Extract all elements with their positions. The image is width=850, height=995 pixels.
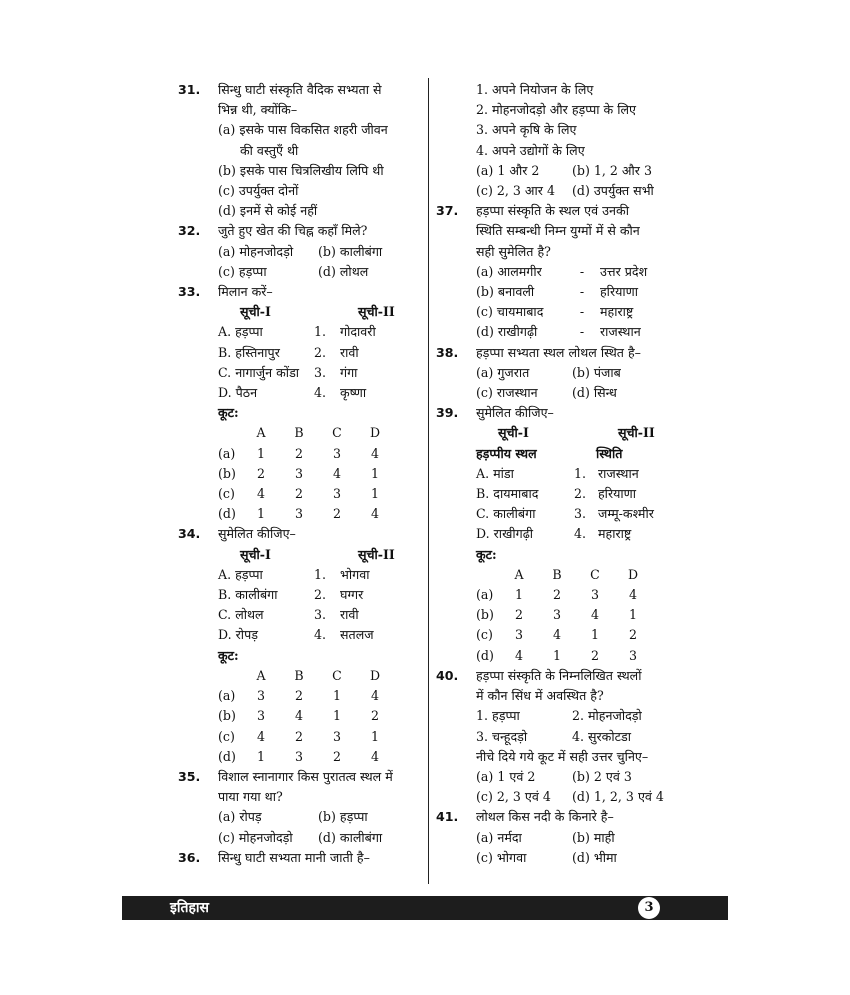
code-value: 1 [332, 688, 341, 704]
code-value: 4 [590, 607, 599, 623]
code-row [218, 504, 422, 524]
match-right: राजस्थान [598, 465, 639, 481]
statement: 1. हड़प्पा [476, 708, 520, 724]
code-option: (a) [476, 587, 494, 603]
match-num: 1. [574, 465, 587, 481]
code-col: C [332, 667, 342, 683]
code-row [218, 444, 422, 464]
code-value: 3 [628, 647, 637, 663]
option-row [476, 383, 696, 403]
question-text: सही सुमेलित है? [476, 243, 551, 259]
option: (a) आलमगीर [476, 263, 542, 279]
option: (a) नर्मदा [476, 829, 522, 845]
question-number: 33. [178, 284, 201, 300]
statement-row [476, 706, 696, 726]
code-row [218, 706, 422, 726]
option-value: महाराष्ट्र [600, 304, 634, 320]
option: (d) राखीगढ़ी [476, 324, 538, 340]
option: (b) बनावली [476, 284, 535, 300]
match-num: 1. [314, 566, 327, 582]
option: (b) कालीबंगा [318, 243, 383, 259]
code-col: C [332, 425, 342, 441]
list-1-header: सूची-I [240, 546, 271, 562]
code-value: 3 [514, 627, 523, 643]
code-value: 3 [552, 607, 561, 623]
instruction: नीचे दिये गये कूट में सही उत्तर चुनिए– [476, 748, 649, 764]
list-subheader [476, 444, 696, 464]
option: (c) मोहनजोदड़ो [218, 829, 293, 845]
option: (d) भीमा [572, 849, 617, 865]
question-text: सुमेलित कीजिए– [218, 526, 296, 542]
option: (c) 2, 3 आर 4 [476, 183, 555, 199]
code-value: 1 [590, 627, 599, 643]
question-text: सुमेलित कीजिए– [476, 405, 554, 421]
match-right: गोदावरी [340, 324, 376, 340]
option-row [476, 787, 696, 807]
match-num: 1. [314, 324, 327, 340]
option-row [476, 767, 696, 787]
code-option: (d) [218, 506, 236, 522]
match-num: 3. [314, 607, 327, 623]
dash: - [579, 263, 585, 279]
question-text: जुते हुए खेत की चिह्न कहाँ मिले? [218, 223, 368, 239]
option: (b) माही [572, 829, 615, 845]
match-num: 4. [314, 385, 327, 401]
match-right: हरियाणा [598, 486, 637, 502]
code-value: 2 [294, 688, 303, 704]
question-number: 36. [178, 849, 201, 865]
statement: 3. अपने कृषि के लिए [476, 122, 577, 138]
option: (c) राजस्थान [476, 385, 538, 401]
code-row [476, 625, 696, 645]
option-row [476, 848, 696, 868]
option-row [476, 828, 696, 848]
pair-row [476, 302, 696, 322]
question-text: स्थिति सम्बन्धी निम्न युग्मों में से कौन [476, 223, 640, 239]
question-40 [436, 666, 696, 807]
question-number: 39. [436, 405, 459, 421]
option-row [218, 807, 422, 827]
code-option: (a) [218, 445, 236, 461]
code-value: 4 [370, 688, 379, 704]
code-value: 4 [552, 627, 561, 643]
option: (b) 2 एवं 3 [572, 768, 632, 784]
match-num: 4. [314, 627, 327, 643]
option: (d) कालीबंगा [318, 829, 383, 845]
code-option: (d) [218, 748, 236, 764]
code-value: 3 [294, 506, 303, 522]
code-col: B [552, 566, 562, 582]
footer-title: इतिहास [170, 900, 210, 916]
question-number: 34. [178, 526, 201, 542]
list-header [218, 545, 422, 565]
list-header [476, 423, 696, 443]
option: (b) 1, 2 और 3 [572, 162, 652, 178]
match-row [476, 504, 696, 524]
code-row [218, 484, 422, 504]
code-row [218, 747, 422, 767]
code-option: (a) [218, 688, 236, 704]
code-option: (c) [476, 627, 493, 643]
match-left: B. दायमाबाद [476, 486, 539, 502]
code-value: 1 [370, 465, 379, 481]
code-heading: कूट: [218, 647, 239, 663]
list-1-subheader: हड़प्पीय स्थल [476, 445, 537, 461]
match-right: घग्गर [340, 587, 364, 603]
left-column [178, 80, 422, 868]
code-option: (b) [218, 708, 236, 724]
question-number: 40. [436, 667, 459, 683]
question-number: 41. [436, 809, 459, 825]
code-header-row [476, 565, 696, 585]
code-value: 2 [332, 748, 341, 764]
statement-row [476, 727, 696, 747]
code-row [476, 646, 696, 666]
code-value: 3 [332, 445, 341, 461]
code-value: 2 [256, 465, 265, 481]
code-value: 1 [370, 728, 379, 744]
list-2-header: सूची-II [618, 425, 655, 441]
page-number: 3 [638, 897, 660, 919]
match-right: गंगा [340, 364, 358, 380]
option-value: उत्तर प्रदेश [600, 263, 648, 279]
option-value: राजस्थान [600, 324, 641, 340]
option: (d) 1, 2, 3 एवं 4 [572, 789, 664, 805]
match-left: C. नागार्जुन कोंडा [218, 364, 300, 380]
code-value: 3 [332, 728, 341, 744]
pair-row [476, 262, 696, 282]
match-num: 3. [314, 364, 327, 380]
option-row [218, 242, 422, 262]
question-text: पाया गया था? [218, 789, 283, 805]
option-row [476, 363, 696, 383]
option-row [218, 828, 422, 848]
dash: - [579, 324, 585, 340]
match-num: 2. [574, 486, 587, 502]
code-header-row [218, 666, 422, 686]
question-number: 37. [436, 203, 459, 219]
code-value: 2 [294, 445, 303, 461]
option: (a) रोपड़ [218, 809, 262, 825]
code-value: 2 [514, 607, 523, 623]
option-row [476, 161, 696, 181]
option-row [218, 262, 422, 282]
option: (a) इसके पास विकसित शहरी जीवन [218, 122, 388, 138]
match-left: D. पैठन [218, 385, 258, 401]
code-value: 2 [332, 506, 341, 522]
option: (c) 2, 3 एवं 4 [476, 789, 551, 805]
code-value: 1 [552, 647, 561, 663]
code-value: 1 [514, 587, 523, 603]
code-row [218, 686, 422, 706]
option-row [476, 181, 696, 201]
option: की वस्तुएँ थी [240, 142, 299, 158]
match-num: 3. [574, 506, 587, 522]
question-35 [178, 767, 422, 848]
code-option: (d) [476, 647, 494, 663]
code-value: 4 [370, 748, 379, 764]
code-option: (c) [218, 486, 235, 502]
match-row [218, 625, 422, 645]
code-value: 3 [256, 688, 265, 704]
question-text: विशाल स्नानागार किस पुरातत्व स्थल में [218, 768, 393, 784]
question-text: मिलान करें– [218, 284, 273, 300]
list-2-subheader: स्थिति [596, 445, 623, 461]
code-col: C [590, 566, 600, 582]
match-row [476, 484, 696, 504]
code-value: 2 [294, 728, 303, 744]
question-number: 32. [178, 223, 201, 239]
statement: 2. मोहनजोदड़ो और हड़प्पा के लिए [476, 102, 636, 118]
code-value: 3 [294, 748, 303, 764]
code-header-row [218, 423, 422, 443]
code-col: D [627, 566, 639, 582]
question-number: 38. [436, 344, 459, 360]
option: (d) उपर्युक्त सभी [572, 183, 654, 199]
code-value: 3 [332, 486, 341, 502]
match-right: रावी [340, 607, 359, 623]
option: (a) गुजरात [476, 364, 530, 380]
match-left: D. राखीगढ़ी [476, 526, 534, 542]
option-value: हरियाणा [600, 284, 639, 300]
option: (b) हड़प्पा [318, 809, 368, 825]
code-value: 4 [256, 486, 265, 502]
code-value: 3 [294, 465, 303, 481]
option: (a) 1 और 2 [476, 162, 540, 178]
question-text: में कौन सिंध में अवस्थित है? [476, 688, 604, 704]
code-value: 2 [590, 647, 599, 663]
code-value: 1 [332, 708, 341, 724]
question-33 [178, 282, 422, 524]
option: (a) मोहनजोदड़ो [218, 243, 294, 259]
match-left: B. हस्तिनापुर [218, 344, 280, 360]
list-1-header: सूची-I [498, 425, 529, 441]
question-number: 35. [178, 768, 201, 784]
option: (b) इसके पास चित्रलिखीय लिपि थी [218, 162, 384, 178]
option: (d) सिन्ध [572, 385, 617, 401]
code-row [218, 464, 422, 484]
code-value: 4 [332, 465, 341, 481]
list-2-header: सूची-II [358, 304, 395, 320]
code-value: 2 [370, 708, 379, 724]
code-option: (b) [476, 607, 494, 623]
code-value: 1 [256, 748, 265, 764]
question-text: हड़प्पा संस्कृति के स्थल एवं उनकी [476, 203, 629, 219]
question-36 [178, 848, 422, 868]
code-value: 1 [628, 607, 637, 623]
option: (a) 1 एवं 2 [476, 768, 536, 784]
question-36-continued [436, 80, 696, 201]
code-value: 4 [514, 647, 523, 663]
code-value: 1 [256, 506, 265, 522]
question-number: 31. [178, 82, 201, 97]
statement: 1. अपने नियोजन के लिए [476, 82, 594, 97]
match-left: A. हड़प्पा [218, 324, 263, 340]
option: (c) भोगवा [476, 849, 527, 865]
match-row [476, 524, 696, 544]
code-col: D [369, 425, 381, 441]
list-1-header: सूची-I [240, 304, 271, 320]
code-value: 2 [628, 627, 637, 643]
code-heading: कूट: [476, 546, 497, 562]
question-text: हड़प्पा सभ्यता स्थल लोथल स्थित है– [476, 344, 641, 360]
dash: - [579, 304, 585, 320]
pair-row [476, 282, 696, 302]
option: (b) पंजाब [572, 364, 621, 380]
code-col: D [369, 667, 381, 683]
statement: 3. चन्हूदड़ो [476, 728, 528, 744]
code-value: 4 [370, 445, 379, 461]
list-2-header: सूची-II [358, 546, 395, 562]
question-text: भिन्न थी, क्योंकि– [218, 102, 298, 118]
code-value: 4 [628, 587, 637, 603]
match-row [218, 383, 422, 403]
match-right: रावी [340, 344, 359, 360]
question-39 [436, 403, 696, 666]
option: (c) हड़प्पा [218, 263, 267, 279]
match-left: A. हड़प्पा [218, 566, 263, 582]
match-right: महाराष्ट्र [598, 526, 632, 542]
match-left: C. कालीबंगा [476, 506, 536, 522]
question-text: सिन्धु घाटी संस्कृति वैदिक सभ्यता से [218, 82, 382, 97]
match-row [476, 464, 696, 484]
match-row [218, 605, 422, 625]
statement: 2. मोहनजोदड़ो [572, 708, 642, 724]
code-value: 4 [256, 728, 265, 744]
list-header [218, 302, 422, 322]
match-right: भोगवा [340, 566, 370, 582]
column-divider [428, 78, 429, 884]
option: (c) चायमाबाद [476, 304, 544, 320]
code-row [218, 727, 422, 747]
question-41 [436, 807, 696, 868]
question-32 [178, 221, 422, 282]
statement: 4. सुरकोटडा [572, 728, 631, 744]
dash: - [579, 284, 585, 300]
right-column [436, 80, 696, 868]
match-row [218, 585, 422, 605]
code-row [476, 585, 696, 605]
match-row [218, 322, 422, 342]
code-value: 3 [590, 587, 599, 603]
code-row [476, 605, 696, 625]
code-col: A [256, 667, 266, 683]
question-34 [178, 524, 422, 766]
code-value: 4 [370, 506, 379, 522]
code-option: (b) [218, 465, 236, 481]
code-value: 1 [370, 486, 379, 502]
match-left: C. लोथल [218, 607, 264, 623]
code-value: 3 [256, 708, 265, 724]
question-text: सिन्धु घाटी सभ्यता मानी जाती है– [218, 849, 370, 865]
code-option: (c) [218, 728, 235, 744]
match-row [218, 363, 422, 383]
option: (c) उपर्युक्त दोनों [218, 183, 299, 199]
match-right: सतलज [340, 627, 374, 643]
pair-row [476, 322, 696, 342]
question-text: लोथल किस नदी के किनारे है– [476, 809, 614, 825]
code-value: 2 [294, 486, 303, 502]
question-37 [436, 201, 696, 342]
match-num: 4. [574, 526, 587, 542]
code-col: A [514, 566, 524, 582]
match-left: B. कालीबंगा [218, 587, 278, 603]
match-num: 2. [314, 587, 327, 603]
question-31 [178, 80, 422, 221]
question-38 [436, 343, 696, 404]
code-value: 2 [552, 587, 561, 603]
match-right: जम्मू-कश्मीर [598, 506, 654, 522]
code-col: B [294, 667, 304, 683]
footer-bar [122, 896, 728, 920]
match-num: 2. [314, 344, 327, 360]
code-heading: कूट: [218, 405, 239, 421]
match-left: A. मांडा [476, 465, 514, 481]
match-row [218, 565, 422, 585]
code-value: 1 [256, 445, 265, 461]
match-right: कृष्णा [340, 385, 367, 401]
option: (d) लोथल [318, 263, 369, 279]
code-col: A [256, 425, 266, 441]
question-text: हड़प्पा संस्कृति के निम्नलिखित स्थलों [476, 667, 642, 683]
match-left: D. रोपड़ [218, 627, 258, 643]
code-value: 4 [294, 708, 303, 724]
statement: 4. अपने उद्योगों के लिए [476, 142, 585, 158]
option: (d) इनमें से कोई नहीं [218, 203, 318, 219]
code-col: B [294, 425, 304, 441]
match-row [218, 343, 422, 363]
